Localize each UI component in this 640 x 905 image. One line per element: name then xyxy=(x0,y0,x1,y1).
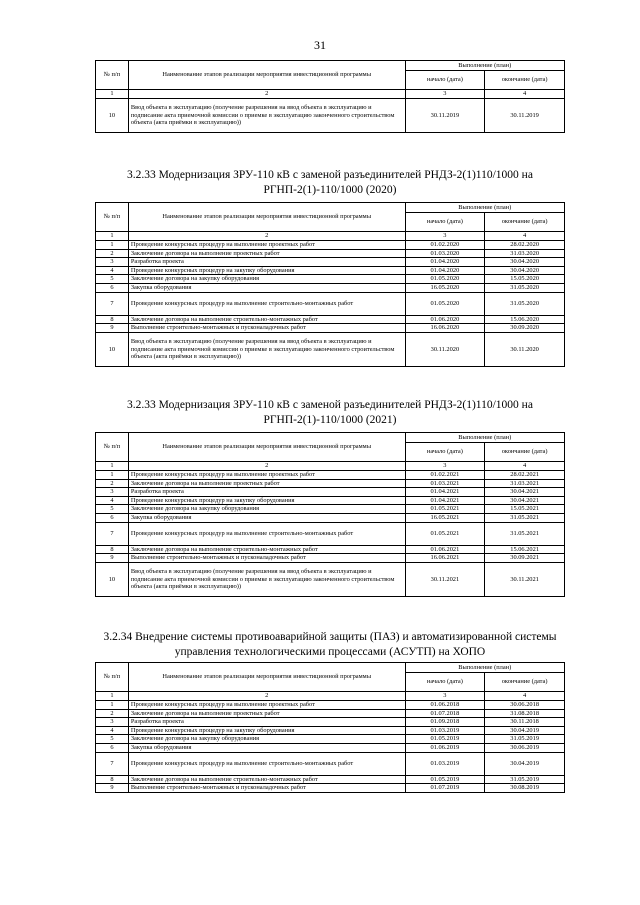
row-num: 9 xyxy=(96,784,129,793)
table-row xyxy=(96,266,565,275)
section-title: 3.2.34 Внедрение системы противоаварийной защиты (ПАЗ) и автоматизированной системы управления технологическими процессами (АСУТП) на ХОПО xyxy=(103,631,557,658)
row-num: 5 xyxy=(96,735,129,744)
index-cell: 3 xyxy=(405,692,485,701)
row-name: Заключение договора на выполнение строительно-монтажных работ xyxy=(128,775,405,784)
row-name: Проведение конкурсных процедур на выполнение проектных работ xyxy=(128,701,405,710)
row-start: 01.09.2018 xyxy=(405,718,485,727)
row-start: 30.11.2021 xyxy=(405,562,485,596)
row-start: 01.05.2021 xyxy=(405,505,485,514)
row-num: 1 xyxy=(96,701,129,710)
table-row xyxy=(96,283,565,292)
row-num: 10 xyxy=(96,332,129,366)
row-name: Выполнение строительно-монтажных и пусконаладочных работ xyxy=(128,784,405,793)
row-end: 15.06.2021 xyxy=(485,545,565,554)
row-name: Заключение договора на закупку оборудования xyxy=(128,735,405,744)
header-num: № п/п xyxy=(96,663,129,692)
header-end: окончание (дата) xyxy=(485,673,565,692)
row-start: 01.05.2019 xyxy=(405,775,485,784)
row-name: Проведение конкурсных процедур на закупку оборудования xyxy=(128,726,405,735)
row-start: 01.05.2020 xyxy=(405,275,485,284)
row-end: 30.08.2019 xyxy=(485,784,565,793)
row-end: 30.11.2020 xyxy=(485,332,565,366)
row-name: Выполнение строительно-монтажных и пусконаладочных работ xyxy=(128,554,405,563)
row-start: 01.03.2019 xyxy=(405,752,485,775)
row-end: 30.09.2020 xyxy=(485,324,565,333)
row-name: Заключение договора на выполнение строительно-монтажных работ xyxy=(128,315,405,324)
row-name: Проведение конкурсных процедур на выполнение проектных работ xyxy=(128,241,405,250)
table-row xyxy=(96,479,565,488)
row-start: 01.04.2020 xyxy=(405,266,485,275)
row-name: Ввод объекта в эксплуатацию (получение разрешения на ввод объекта в эксплуатацию и подписание акта приемочной комиссии о приемке в эксплуатацию законченного строительством объекта (акта приёмки в эксплуатацию)) xyxy=(128,562,405,596)
row-num: 8 xyxy=(96,315,129,324)
table-row xyxy=(96,275,565,284)
row-num: 10 xyxy=(96,562,129,596)
index-cell: 3 xyxy=(405,462,485,471)
row-end: 31.08.2018 xyxy=(485,709,565,718)
row-start: 16.06.2020 xyxy=(405,324,485,333)
table-row xyxy=(96,701,565,710)
row-start: 01.06.2020 xyxy=(405,315,485,324)
table-row xyxy=(96,292,565,315)
header-execution: Выполнение (план) xyxy=(405,433,564,443)
row-end: 28.02.2020 xyxy=(485,241,565,250)
index-cell: 1 xyxy=(96,90,129,99)
index-cell: 4 xyxy=(485,462,565,471)
row-num: 2 xyxy=(96,479,129,488)
row-end: 15.05.2020 xyxy=(485,275,565,284)
row-end: 15.06.2020 xyxy=(485,315,565,324)
table-row xyxy=(96,554,565,563)
row-end: 31.05.2020 xyxy=(485,292,565,315)
index-cell: 4 xyxy=(485,232,565,241)
row-num: 3 xyxy=(96,488,129,497)
table-row xyxy=(96,522,565,545)
index-cell: 4 xyxy=(485,90,565,99)
row-name: Проведение конкурсных процедур на выполнение строительно-монтажных работ xyxy=(128,522,405,545)
row-num: 4 xyxy=(96,496,129,505)
table-row xyxy=(96,513,565,522)
table-row xyxy=(96,258,565,267)
row-end: 30.04.2020 xyxy=(485,266,565,275)
row-end: 15.05.2021 xyxy=(485,505,565,514)
table-row xyxy=(96,315,565,324)
row-start: 01.05.2021 xyxy=(405,522,485,545)
row-start: 01.03.2021 xyxy=(405,479,485,488)
index-cell: 4 xyxy=(485,692,565,701)
table-row xyxy=(96,562,565,596)
index-cell: 2 xyxy=(128,232,405,241)
row-end: 30.04.2020 xyxy=(485,258,565,267)
row-end: 30.04.2021 xyxy=(485,496,565,505)
row-name: Разработка проекта xyxy=(128,718,405,727)
row-num: 4 xyxy=(96,266,129,275)
table-row xyxy=(96,709,565,718)
row-num: 6 xyxy=(96,513,129,522)
row-num: 9 xyxy=(96,324,129,333)
row-start: 01.04.2021 xyxy=(405,488,485,497)
schedule-table xyxy=(95,202,565,367)
section-paz-asutp xyxy=(95,630,565,793)
row-num: 9 xyxy=(96,554,129,563)
index-cell: 3 xyxy=(405,232,485,241)
row-name: Заключение договора на выполнение строительно-монтажных работ xyxy=(128,545,405,554)
row-start: 30.11.2020 xyxy=(405,332,485,366)
table-row xyxy=(96,784,565,793)
row-name: Выполнение строительно-монтажных и пусконаладочных работ xyxy=(128,324,405,333)
schedule-table xyxy=(95,662,565,793)
header-start: начало (дата) xyxy=(405,71,485,90)
table-row xyxy=(96,249,565,258)
row-num: 8 xyxy=(96,545,129,554)
row-start: 01.06.2019 xyxy=(405,743,485,752)
table-row xyxy=(96,743,565,752)
row-num: 2 xyxy=(96,249,129,258)
row-end: 28.02.2021 xyxy=(485,471,565,480)
row-name: Заключение договора на выполнение проектных работ xyxy=(128,479,405,488)
row-num: 6 xyxy=(96,283,129,292)
index-cell: 1 xyxy=(96,232,129,241)
row-end: 30.11.2018 xyxy=(485,718,565,727)
row-name: Заключение договора на выполнение проектных работ xyxy=(128,709,405,718)
index-cell: 2 xyxy=(128,462,405,471)
row-num: 6 xyxy=(96,743,129,752)
row-num: 1 xyxy=(96,241,129,250)
schedule-table xyxy=(95,60,565,133)
header-stages: Наименование этапов реализации мероприятия инвестиционной программы xyxy=(128,61,405,90)
row-name: Разработка проекта xyxy=(128,488,405,497)
row-num: 1 xyxy=(96,471,129,480)
table-row xyxy=(96,545,565,554)
row-name: Проведение конкурсных процедур на закупку оборудования xyxy=(128,266,405,275)
row-name: Заключение договора на выполнение проектных работ xyxy=(128,249,405,258)
row-name: Разработка проекта xyxy=(128,258,405,267)
row-end: 30.04.2021 xyxy=(485,488,565,497)
row-num: 7 xyxy=(96,522,129,545)
schedule-table xyxy=(95,432,565,597)
row-num: 2 xyxy=(96,709,129,718)
row-end: 30.04.2019 xyxy=(485,726,565,735)
row-end: 30.11.2019 xyxy=(485,99,565,133)
row-start: 01.05.2019 xyxy=(405,735,485,744)
row-num: 7 xyxy=(96,292,129,315)
row-end: 31.03.2020 xyxy=(485,249,565,258)
table-row xyxy=(96,752,565,775)
section-title: 3.2.33 Модернизация ЗРУ-110 кВ с заменой разъединителей РНДЗ-2(1)110/1000 на РГНП-2(1)-110/1000 (2020) xyxy=(127,169,533,196)
row-name: Заключение договора на закупку оборудования xyxy=(128,505,405,514)
row-num: 3 xyxy=(96,258,129,267)
table-row xyxy=(96,99,565,133)
row-end: 31.05.2020 xyxy=(485,283,565,292)
row-end: 31.05.2021 xyxy=(485,513,565,522)
header-execution: Выполнение (план) xyxy=(405,663,564,673)
row-end: 30.04.2019 xyxy=(485,752,565,775)
header-start: начало (дата) xyxy=(405,673,485,692)
row-num: 5 xyxy=(96,275,129,284)
index-cell: 1 xyxy=(96,692,129,701)
index-cell: 2 xyxy=(128,692,405,701)
row-start: 01.05.2020 xyxy=(405,292,485,315)
table-row xyxy=(96,324,565,333)
row-num: 8 xyxy=(96,775,129,784)
row-name: Ввод объекта в эксплуатацию (получение разрешения на ввод объекта в эксплуатацию и подписание акта приемочной комиссии о приемке в эксплуатацию законченного строительством объекта (акта приёмки в эксплуатацию)) xyxy=(128,332,405,366)
header-num: № п/п xyxy=(96,433,129,462)
row-end: 31.05.2021 xyxy=(485,522,565,545)
table-row xyxy=(96,775,565,784)
table-row xyxy=(96,496,565,505)
row-name: Проведение конкурсных процедур на закупку оборудования xyxy=(128,496,405,505)
section-zru-2020 xyxy=(95,168,565,367)
table-row xyxy=(96,241,565,250)
row-name: Закупка оборудования xyxy=(128,283,405,292)
section-continuation xyxy=(95,60,565,133)
header-end: окончание (дата) xyxy=(485,213,565,232)
header-stages: Наименование этапов реализации мероприятия инвестиционной программы xyxy=(128,433,405,462)
header-end: окончание (дата) xyxy=(485,71,565,90)
table-row xyxy=(96,718,565,727)
row-num: 4 xyxy=(96,726,129,735)
row-end: 31.05.2019 xyxy=(485,735,565,744)
row-start: 30.11.2019 xyxy=(405,99,485,133)
table-row xyxy=(96,471,565,480)
row-num: 5 xyxy=(96,505,129,514)
row-start: 16.06.2021 xyxy=(405,554,485,563)
row-end: 31.05.2019 xyxy=(485,775,565,784)
header-start: начало (дата) xyxy=(405,213,485,232)
table-row xyxy=(96,332,565,366)
row-start: 01.03.2019 xyxy=(405,726,485,735)
row-start: 01.06.2021 xyxy=(405,545,485,554)
header-stages: Наименование этапов реализации мероприятия инвестиционной программы xyxy=(128,663,405,692)
section-zru-2021 xyxy=(95,398,565,597)
section-title: 3.2.33 Модернизация ЗРУ-110 кВ с заменой разъединителей РНДЗ-2(1)110/1000 на РГНП-2(1)-110/1000 (2021) xyxy=(127,399,533,426)
row-num: 10 xyxy=(96,99,129,133)
header-num: № п/п xyxy=(96,203,129,232)
row-num: 7 xyxy=(96,752,129,775)
row-end: 30.06.2018 xyxy=(485,701,565,710)
row-end: 30.06.2019 xyxy=(485,743,565,752)
table-row xyxy=(96,726,565,735)
row-name: Ввод объекта в эксплуатацию (получение разрешения на ввод объекта в эксплуатацию и подписание акта приемочной комиссии о приемке в эксплуатацию законченного строительством объекта (акта приёмки в эксплуатацию)) xyxy=(128,99,405,133)
header-execution: Выполнение (план) xyxy=(405,203,564,213)
index-cell: 1 xyxy=(96,462,129,471)
page-number: 31 xyxy=(314,38,326,52)
row-end: 31.03.2021 xyxy=(485,479,565,488)
row-start: 01.07.2018 xyxy=(405,709,485,718)
header-num: № п/п xyxy=(96,61,129,90)
header-stages: Наименование этапов реализации мероприятия инвестиционной программы xyxy=(128,203,405,232)
table-row xyxy=(96,488,565,497)
header-end: окончание (дата) xyxy=(485,443,565,462)
row-name: Проведение конкурсных процедур на выполнение проектных работ xyxy=(128,471,405,480)
row-end: 30.09.2021 xyxy=(485,554,565,563)
table-row xyxy=(96,505,565,514)
row-start: 16.05.2021 xyxy=(405,513,485,522)
row-end: 30.11.2021 xyxy=(485,562,565,596)
row-start: 01.06.2018 xyxy=(405,701,485,710)
row-start: 01.04.2021 xyxy=(405,496,485,505)
table-row xyxy=(96,735,565,744)
row-num: 3 xyxy=(96,718,129,727)
row-start: 01.07.2019 xyxy=(405,784,485,793)
row-start: 01.02.2021 xyxy=(405,471,485,480)
row-name: Проведение конкурсных процедур на выполнение строительно-монтажных работ xyxy=(128,752,405,775)
index-cell: 2 xyxy=(128,90,405,99)
row-start: 01.02.2020 xyxy=(405,241,485,250)
row-name: Проведение конкурсных процедур на выполнение строительно-монтажных работ xyxy=(128,292,405,315)
header-start: начало (дата) xyxy=(405,443,485,462)
row-start: 01.03.2020 xyxy=(405,249,485,258)
row-name: Закупка оборудования xyxy=(128,513,405,522)
row-name: Закупка оборудования xyxy=(128,743,405,752)
row-name: Заключение договора на закупку оборудования xyxy=(128,275,405,284)
row-start: 01.04.2020 xyxy=(405,258,485,267)
row-start: 16.05.2020 xyxy=(405,283,485,292)
header-execution: Выполнение (план) xyxy=(405,61,564,71)
index-cell: 3 xyxy=(405,90,485,99)
